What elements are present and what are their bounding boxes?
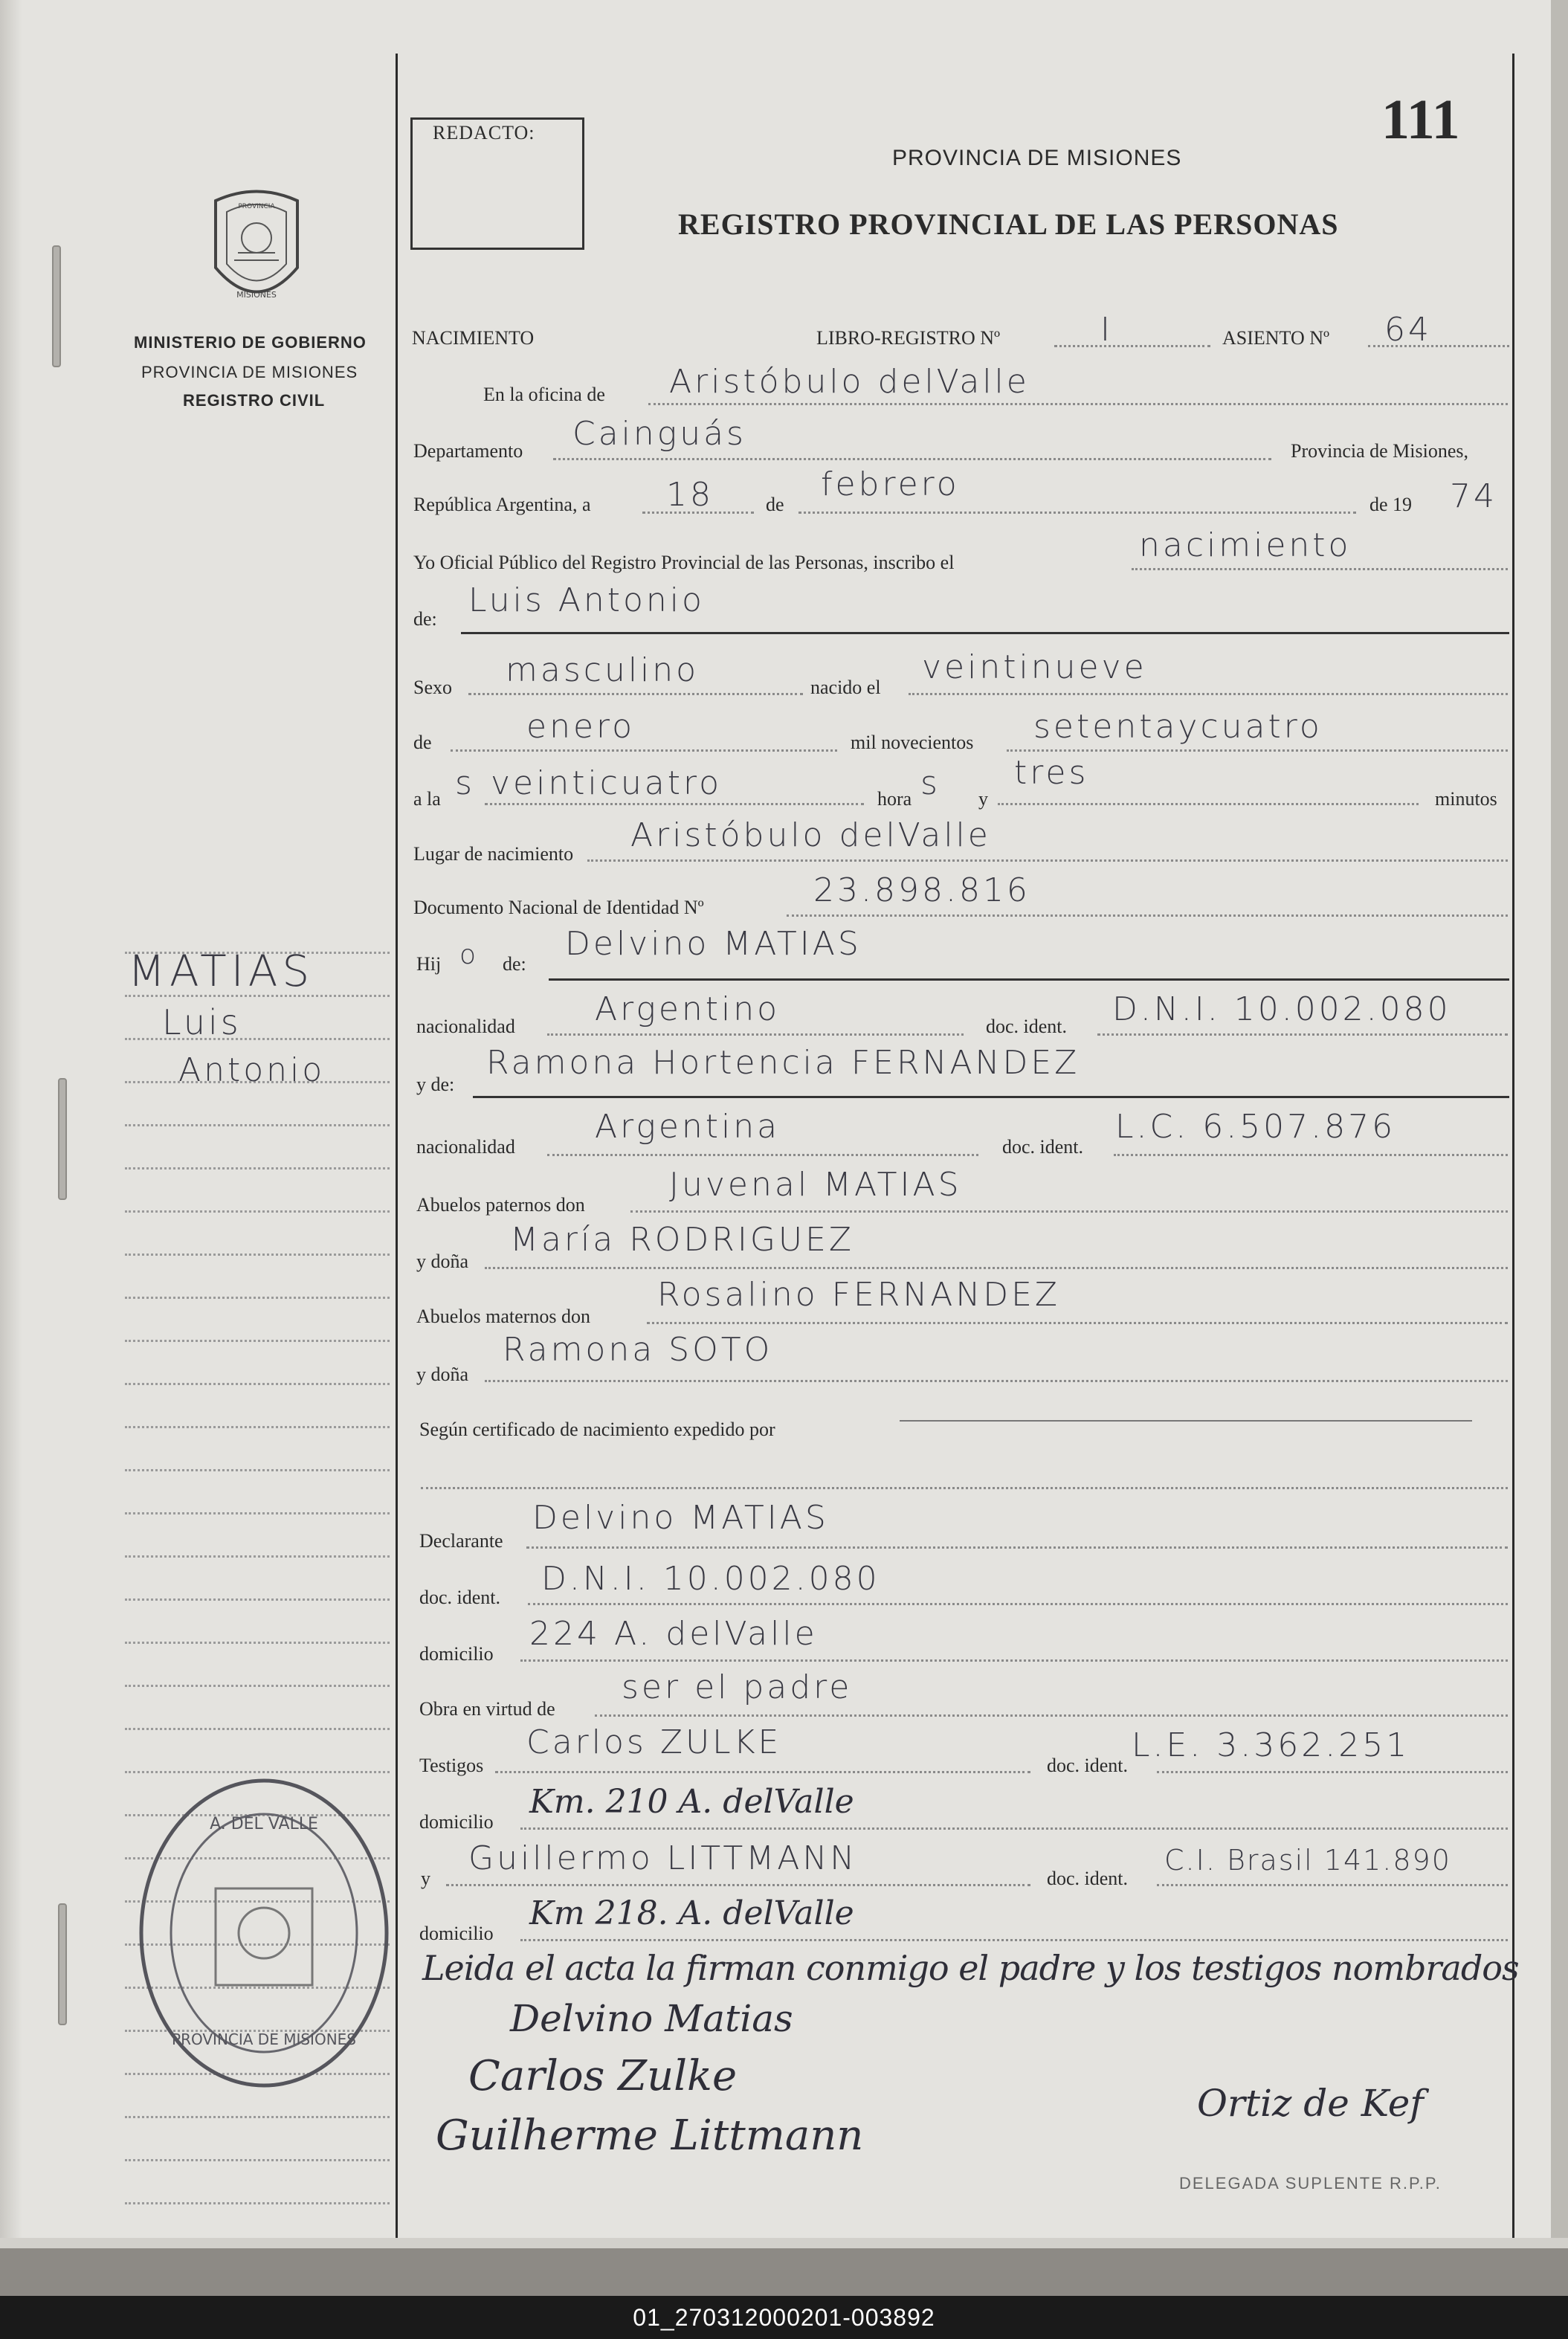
abuelo-paterno-value: Juvenal MATIAS — [669, 1166, 962, 1204]
margin-ruled-line — [125, 1598, 390, 1601]
binding-stitch — [58, 1078, 67, 1200]
obra-value: ser el padre — [622, 1668, 853, 1706]
certificado-line — [900, 1420, 1472, 1422]
margin-given-name-1: Luis — [162, 1002, 242, 1042]
testigo2-doc-line — [1157, 1884, 1508, 1886]
sexo-value: masculino — [506, 651, 700, 689]
dni-value: 23.898.816 — [813, 871, 1030, 909]
horas-suffix: s — [920, 764, 941, 802]
declarante-domicilio-label: domicilio — [419, 1643, 494, 1665]
margin-ruled-line — [125, 1555, 390, 1558]
margin-ruled-line — [125, 2202, 390, 2204]
oficial-text: Yo Oficial Público del Registro Provincial de las Personas, inscribo el — [413, 552, 955, 573]
mother-yde-label: y de: — [416, 1074, 455, 1095]
asiento-label: ASIENTO Nº — [1222, 327, 1330, 349]
margin-ruled-line — [125, 1297, 390, 1299]
ministry-province: PROVINCIA DE MISIONES — [141, 363, 358, 381]
signature-official: Ortiz de Kef — [1197, 2082, 1424, 2125]
margin-given-name-2: Antonio — [178, 1051, 326, 1089]
hijo-letter: o — [459, 940, 480, 970]
abuelo-materno-value: Rosalino FERNANDEZ — [657, 1276, 1061, 1314]
binding-stitch — [52, 245, 61, 367]
margin-surname: MATIAS — [128, 946, 314, 996]
abuelos-paternos-label: Abuelos paternos don — [416, 1194, 585, 1216]
ministry-name: MINISTERIO DE GOBIERNO — [134, 333, 367, 352]
testigo2-doc-value: C.I. Brasil 141.890 — [1164, 1844, 1451, 1877]
testigo2-doc-label: doc. ident. — [1047, 1868, 1129, 1889]
signature-witness-2: Guilherme Littmann — [436, 2111, 864, 2160]
stamp-bottom-text: PROVINCIA DE MISIONES — [172, 2030, 356, 2048]
dni-line — [787, 914, 1508, 917]
closing-statement: Leida el acta la firman conmigo el padre y los testigos nombrados — [422, 1948, 1519, 1988]
dni-label: Documento Nacional de Identidad Nº — [413, 897, 704, 918]
abuelos-maternos-label: Abuelos maternos don — [416, 1306, 590, 1327]
testigo1-doc-value: L.E. 3.362.251 — [1132, 1726, 1410, 1764]
declarante-domicilio-value: 224 A. delValle — [529, 1615, 818, 1653]
margin-ruled-line — [125, 1210, 390, 1213]
abuela-materna-label: y doña — [416, 1364, 469, 1385]
day-value: 18 — [666, 476, 714, 514]
mother-nationality-label: nacionalidad — [416, 1136, 515, 1158]
year-value: 74 — [1450, 477, 1497, 515]
hour-line — [485, 803, 864, 805]
signature-witness-1: Carlos Zulke — [468, 2052, 738, 2100]
province-heading: PROVINCIA DE MISIONES — [892, 146, 1182, 170]
margin-ruled-line — [125, 2116, 390, 2118]
nacido-line — [909, 693, 1508, 695]
birth-month-line — [451, 749, 837, 752]
margin-ruled-line — [125, 1340, 390, 1342]
birth-year-value: setentaycuatro — [1033, 708, 1323, 746]
oficina-line — [648, 403, 1508, 405]
testigos-label: Testigos — [419, 1755, 484, 1776]
mother-nationality-value: Argentina — [595, 1108, 781, 1146]
birth-year-line — [1007, 749, 1508, 752]
father-doc-value: D.N.I. 10.002.080 — [1112, 990, 1451, 1028]
alas-suffix: s — [455, 764, 475, 802]
alas-label: a la — [413, 788, 441, 810]
abuela-paterna-line — [485, 1267, 1508, 1269]
right-border-rule — [1512, 54, 1514, 2238]
margin-ruled-line — [125, 2159, 390, 2161]
declarante-value: Delvino MATIAS — [532, 1499, 829, 1537]
declarante-domicilio-line — [520, 1659, 1508, 1662]
official-oval-stamp — [134, 1769, 394, 2097]
testigo1-domicilio-line — [520, 1827, 1508, 1830]
milnov-label: mil novecientos — [851, 732, 974, 753]
father-doc-label: doc. ident. — [986, 1016, 1068, 1037]
father-line — [549, 978, 1509, 981]
folio-number: 111 — [1381, 88, 1460, 151]
minutes-value: tres — [1014, 754, 1089, 792]
abuelo-materno-line — [647, 1322, 1508, 1324]
abuela-paterna-value: María RODRIGUEZ — [510, 1221, 855, 1259]
nacido-value: veintinueve — [922, 648, 1147, 686]
stamp-top-text: A. DEL VALLE — [210, 1815, 318, 1833]
margin-ruled-line — [125, 1642, 390, 1644]
declarante-doc-value: D.N.I. 10.002.080 — [541, 1560, 880, 1598]
declarante-label: Declarante — [419, 1530, 503, 1552]
y-minutes-label: y — [978, 788, 988, 810]
margin-ruled-line — [125, 1469, 390, 1471]
libro-label: LIBRO-REGISTRO Nº — [816, 327, 1001, 349]
page-bottom-edge — [0, 2238, 1568, 2296]
abuela-materna-line — [485, 1380, 1508, 1382]
libro-value: I — [1100, 311, 1113, 349]
sexo-line — [468, 693, 803, 695]
testigo1-doc-label: doc. ident. — [1047, 1755, 1129, 1776]
testigo2-domicilio-line — [520, 1939, 1508, 1941]
testigo1-domicilio-value: Km. 210 A. delValle — [529, 1783, 854, 1821]
testigo1-doc-line — [1157, 1771, 1508, 1773]
inscribo-line — [1132, 568, 1508, 570]
father-nationality-line — [547, 1033, 964, 1036]
birth-month-de-label: de — [413, 732, 432, 753]
declarante-line — [526, 1546, 1508, 1549]
margin-ruled-line — [125, 1426, 390, 1428]
month-de-label: de — [766, 494, 784, 515]
libro-line — [1054, 345, 1210, 347]
asiento-value: 64 — [1384, 311, 1432, 349]
image-caption: 01_270312000201-003892 — [0, 2296, 1568, 2339]
seal-bottom-text: MISIONES — [236, 290, 277, 300]
birth-month-value: enero — [526, 708, 636, 746]
registry-title: REGISTRO PROVINCIAL DE LAS PERSONAS — [678, 207, 1339, 241]
act-type-label: NACIMIENTO — [412, 327, 535, 349]
obra-label: Obra en virtud de — [419, 1698, 555, 1720]
declarante-doc-line — [528, 1603, 1508, 1605]
lugar-value: Aristóbulo delValle — [630, 816, 991, 854]
margin-ruled-line — [125, 1685, 390, 1687]
certificado-line-2 — [421, 1487, 1508, 1489]
margin-ruled-line — [125, 1124, 390, 1126]
lugar-label: Lugar de nacimiento — [413, 843, 574, 865]
ministry-registro: REGISTRO CIVIL — [183, 391, 326, 410]
oficina-label: En la oficina de — [483, 384, 605, 405]
ministry-seal-icon — [201, 186, 312, 312]
delegada-label: DELEGADA SUPLENTE R.P.P. — [1179, 2174, 1442, 2193]
testigo1-line — [495, 1771, 1030, 1773]
person-value: Luis Antonio — [468, 581, 705, 619]
departamento-line — [553, 458, 1271, 460]
year-prefix: de 19 — [1369, 494, 1413, 515]
abuela-materna-value: Ramona SOTO — [503, 1331, 773, 1369]
hijo-label-1: Hij — [416, 953, 442, 975]
margin-ruled-line — [125, 1167, 390, 1170]
abuelo-paterno-line — [630, 1210, 1508, 1213]
obra-line — [595, 1714, 1508, 1717]
nacido-label: nacido el — [810, 677, 881, 698]
father-value: Delvino MATIAS — [565, 925, 862, 963]
oficina-value: Aristóbulo delValle — [669, 363, 1030, 401]
departamento-value: Cainguás — [572, 415, 746, 453]
lugar-line — [587, 859, 1508, 862]
hour-value: veinticuatro — [491, 764, 723, 802]
mother-doc-label: doc. ident. — [1002, 1136, 1084, 1158]
republica-label: República Argentina, a — [413, 494, 591, 515]
margin-ruled-line — [125, 1383, 390, 1385]
testigo2-value: Guillermo LITTMANN — [468, 1839, 858, 1877]
testigo2-line — [446, 1884, 1030, 1886]
certificado-label: Según certificado de nacimiento expedido por — [419, 1419, 775, 1440]
mother-doc-line — [1114, 1154, 1508, 1156]
y-testigo2-label: y — [421, 1868, 430, 1889]
binding-shadow — [0, 0, 22, 2238]
margin-ruled-line — [125, 1254, 390, 1256]
testigo1-domicilio-label: domicilio — [419, 1811, 494, 1833]
inscribo-value: nacimiento — [1139, 526, 1352, 564]
mother-doc-value: L.C. 6.507.876 — [1115, 1108, 1396, 1146]
father-nationality-label: nacionalidad — [416, 1016, 515, 1037]
person-line — [461, 632, 1509, 634]
month-line — [798, 512, 1356, 514]
left-column-rule — [396, 54, 398, 2238]
provincia-suffix: Provincia de Misiones, — [1291, 440, 1469, 462]
hijo-label-2: de: — [503, 953, 526, 975]
father-nationality-value: Argentino — [595, 990, 781, 1028]
horas-label: hora — [877, 788, 912, 810]
mother-nationality-line — [547, 1154, 978, 1156]
margin-ruled-line — [125, 1728, 390, 1730]
redacto-label: REDACTO: — [433, 122, 535, 143]
binding-stitch — [58, 1903, 67, 2025]
minutos-label: minutos — [1435, 788, 1497, 810]
mother-value: Ramona Hortencia FERNANDEZ — [486, 1044, 1080, 1082]
mother-line — [473, 1096, 1509, 1098]
declarante-doc-label: doc. ident. — [419, 1587, 501, 1608]
seal-top-text: PROVINCIA — [238, 203, 275, 210]
abuela-paterna-label: y doña — [416, 1251, 469, 1272]
departamento-label: Departamento — [413, 440, 523, 462]
sexo-label: Sexo — [413, 677, 452, 698]
testigo2-domicilio-label: domicilio — [419, 1923, 494, 1944]
testigo1-value: Carlos ZULKE — [526, 1723, 782, 1761]
signature-father: Delvino Matias — [510, 1997, 793, 2040]
de-person-label: de: — [413, 608, 437, 630]
father-doc-line — [1097, 1033, 1508, 1036]
month-value: febrero — [821, 465, 960, 503]
minutes-line — [998, 803, 1419, 805]
margin-ruled-line — [125, 1512, 390, 1514]
testigo2-domicilio-value: Km 218. A. delValle — [529, 1894, 854, 1932]
